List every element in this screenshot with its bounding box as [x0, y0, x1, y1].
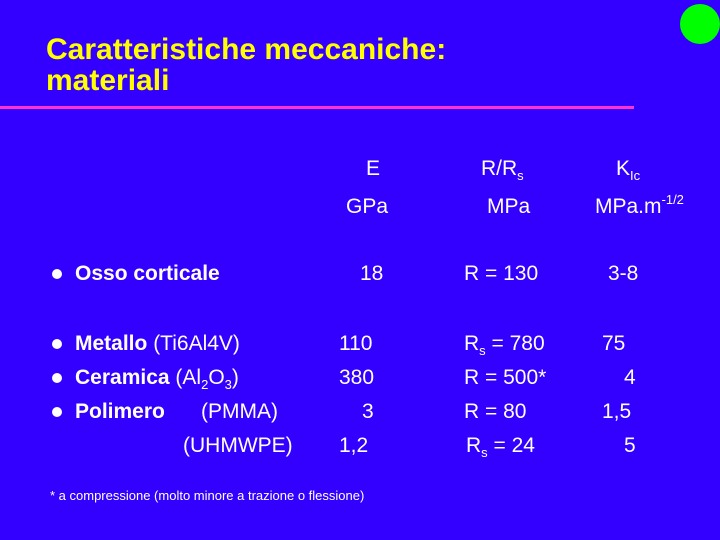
- row-label: [75, 366, 239, 390]
- row-r-pre: R: [464, 332, 480, 355]
- row-k: 4: [624, 366, 636, 389]
- header-k-label: K: [616, 157, 631, 180]
- slide-title: [46, 34, 446, 96]
- row-name: Metallo: [75, 332, 148, 355]
- row-detail: (UHMWPE): [183, 434, 293, 457]
- row-name: Osso corticale: [75, 262, 220, 285]
- row-detail-post: ): [231, 366, 239, 389]
- row-name: Polimero: [75, 400, 165, 423]
- title-line-2: materiali: [46, 64, 170, 97]
- row-r: R = 500*: [464, 366, 547, 389]
- footnote: * a compressione (molto minore a trazione o flessione): [50, 488, 365, 503]
- header-r-unit: MPa: [487, 195, 531, 218]
- header-k-unit: [595, 192, 684, 219]
- row-k: 5: [624, 434, 636, 457]
- bullet-icon: [52, 373, 62, 383]
- row-e: 380: [339, 366, 375, 389]
- row-e: 110: [339, 332, 373, 355]
- row-label: [75, 332, 240, 356]
- row-r-post: = 24: [487, 434, 535, 457]
- row-k: 75: [602, 332, 626, 355]
- row-name: Ceramica: [75, 366, 170, 389]
- row-detail: (Ti6Al4V): [153, 332, 240, 355]
- row-r-pre: R: [466, 434, 482, 457]
- row-r-sub: s: [481, 445, 488, 460]
- row-detail-sub-1: 2: [201, 377, 209, 392]
- row-detail-sub-2: 3: [224, 377, 232, 392]
- header-k: [616, 157, 640, 181]
- bullet-icon: [52, 269, 62, 279]
- header-e: E: [366, 157, 381, 180]
- row-k: 3-8: [608, 262, 639, 285]
- row-k: 1,5: [602, 400, 632, 423]
- row-r: [464, 332, 545, 356]
- row-r: R = 130: [464, 262, 539, 285]
- header-k-unit-sup: -1/2: [661, 192, 684, 207]
- row-detail-pre: (Al: [175, 366, 202, 389]
- header-k-sub: Ic: [630, 168, 641, 183]
- row-r-sub: s: [479, 343, 486, 358]
- row-r: [466, 434, 535, 458]
- row-detail: (PMMA): [201, 400, 278, 423]
- title-line-1: Caratteristiche meccaniche:: [46, 33, 447, 66]
- row-label: [75, 400, 165, 424]
- header-e-unit: GPa: [346, 195, 389, 218]
- row-r: R = 80: [464, 400, 527, 423]
- header-k-unit-text: MPa.m: [595, 195, 662, 218]
- row-e: 18: [360, 262, 384, 285]
- header-r-label: R/R: [481, 157, 518, 180]
- bullet-icon: [52, 339, 62, 349]
- row-e: 1,2: [339, 434, 369, 457]
- header-r-sub: s: [517, 168, 524, 183]
- green-dot-icon: [680, 4, 720, 44]
- title-underline: [0, 106, 634, 109]
- bullet-icon: [52, 407, 62, 417]
- header-r: [481, 157, 524, 181]
- row-detail-mid: O: [208, 366, 225, 389]
- row-e: 3: [362, 400, 374, 423]
- row-r-post: = 780: [485, 332, 545, 355]
